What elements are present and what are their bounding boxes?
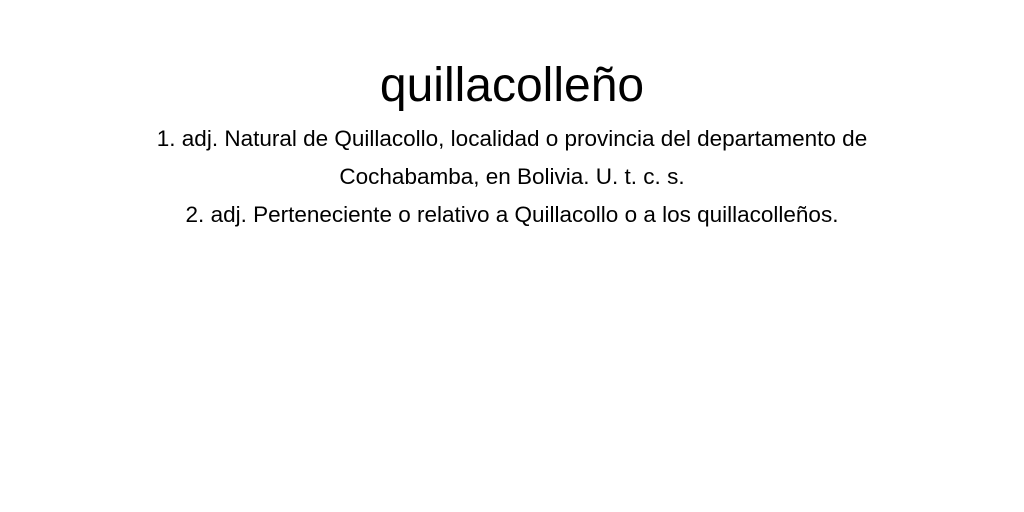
definition-item (102, 120, 922, 196)
definition-text: adj. Perteneciente o relativo a Quillacollo o a los quillacolleños. (210, 202, 839, 227)
definition-text: adj. Natural de Quillacollo, localidad o provincia del departamento de Cochabamba, en Bolivia. U. t. c. s. (181, 126, 868, 189)
definition-item (102, 196, 922, 234)
definition-number: 2. (185, 202, 205, 227)
definition-list (102, 120, 922, 234)
definition-number: 1. (156, 126, 176, 151)
headword-title: quillacolleño (379, 59, 645, 112)
